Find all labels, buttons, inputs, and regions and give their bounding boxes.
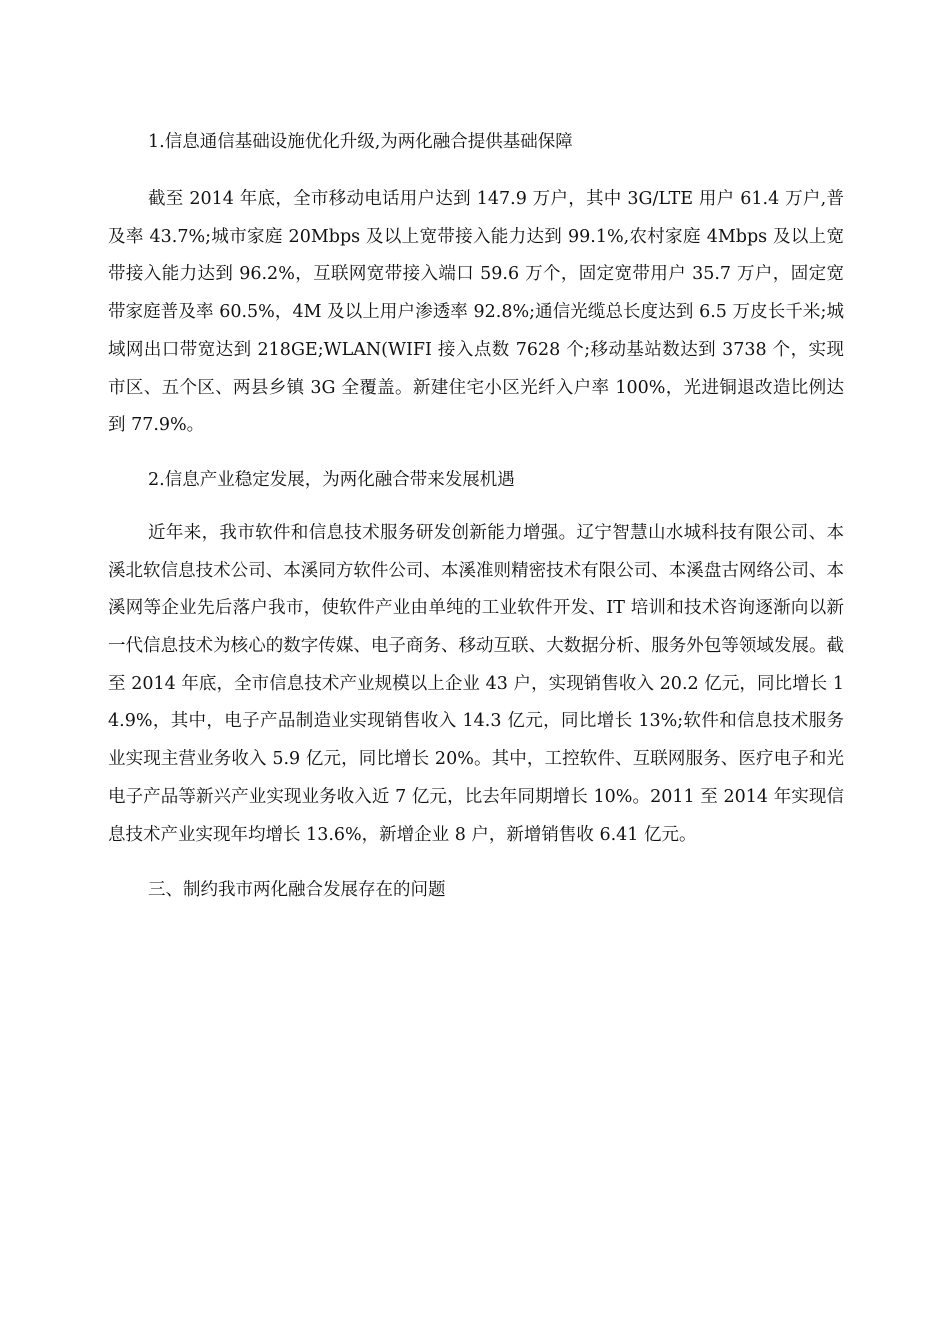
- section2-heading: 2.信息产业稳定发展，为两化融合带来发展机遇: [148, 469, 515, 490]
- document-content: [108, 126, 844, 907]
- section2-paragraph: 近年来，我市软件和信息技术服务研发创新能力增强。辽宁智慧山水城科技有限公司、本溪北软信息技术公司、本溪同方软件公司、本溪准则精密技术有限公司、本溪盘古网络公司、本溪网等企业先后落户我市，使软件产业由单纯的工业软件开发、IT 培训和技术咨询逐渐向以新一代信息技术为核心的数字传媒、电子商务、移动互联、大数据分析、服务外包等领域发展。截至 2014 年底，全市信息技术产业规模以上企业 43 户，实现销售收入 20.2 亿元，同比增长 14.9%，其中，电子产品制造业实现销售收入 14.3 亿元，同比增长 13%;软件和信息技术服务业实现主营业务收入 5.9 亿元，同比增长 20%。其中，工控软件、互联网服务、医疗电子和光电子产品等新兴产业实现业务收入近 7 亿元，比去年同期增长 10%。2011 至 2014 年实现信息技术产业实现年均增长 13.6%，新增企业 8 户，新增销售收 6.41 亿元。: [108, 522, 844, 845]
- section3-heading: 三、制约我市两化融合发展存在的问题: [148, 880, 446, 901]
- section1-heading: 1.信息通信基础设施优化升级,为两化融合提供基础保障: [148, 132, 573, 152]
- section1-paragraph: 截至 2014 年底，全市移动电话用户达到 147.9 万户，其中 3G/LTE 用户 61.4 万户,普及率 43.7%;城市家庭 20Mbps 及以上宽带接入能力达到 99.1%,农村家庭 4Mbps 及以上宽带接入能力达到 96.2%，互联网宽带接入端口 59.6 万个，固定宽带用户 35.7 万户，固定宽带家庭普及率 60.5%，4M 及以上用户渗透率 92.8%;通信光缆总长度达到 6.5 万皮长千米;城域网出口带宽达到 218GE;WLAN(WIFI 接入点数 7628 个;移动基站数达到 3738 个，实现市区、五个区、两县乡镇 3G 全覆盖。新建住宅小区光纤入户率 100%，光进铜退改造比例达到 77.9%。: [108, 189, 844, 436]
